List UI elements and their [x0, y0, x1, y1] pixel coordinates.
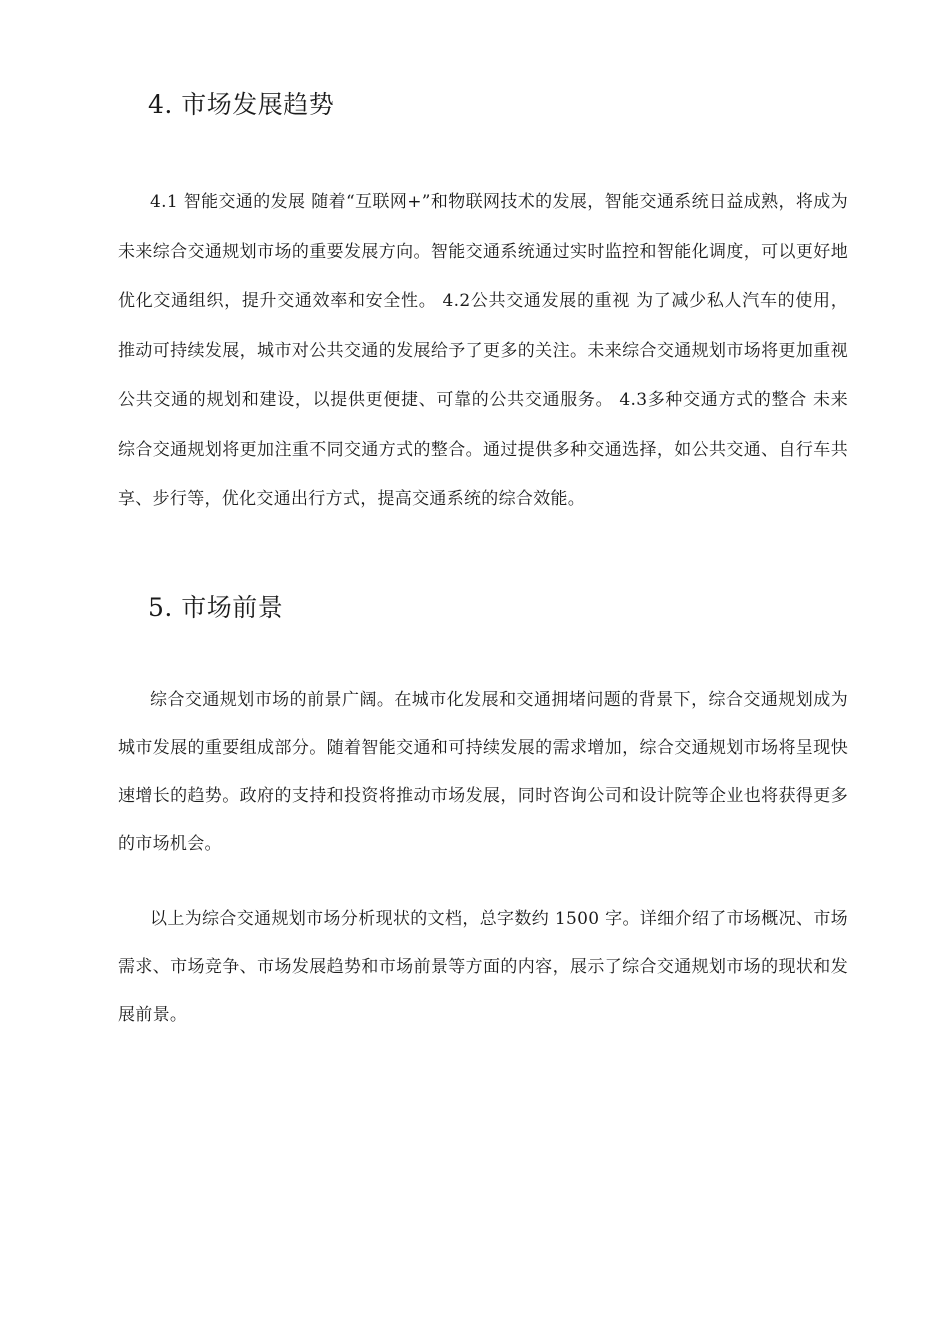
section-5-heading: 5. 市场前景: [148, 593, 284, 622]
section-4-body: 4.1 智能交通的发展 随着“互联网+”和物联网技术的发展，智能交通系统日益成熟，将成为未来综合交通规划市场的重要发展方向。智能交通系统通过实时监控和智能化调度，可以更好地优化交通组织，提升交通效率和安全性。 4.2公共交通发展的重视 为了减少私人汽车的使用，推动可持续发展，城市对公共交通的发展给予了更多的关注。未来综合交通规划市场将更加重视公共交通的规划和建设，以提供更便捷、可靠的公共交通服务。 4.3多种交通方式的整合 未来综合交通规划将更加注重不同交通方式的整合。通过提供多种交通选择，如公共交通、自行车共享、步行等，优化交通出行方式，提高交通系统的综合效能。: [118, 192, 848, 509]
section-5-body: 综合交通规划市场的前景广阔。在城市化发展和交通拥堵问题的背景下，综合交通规划成为城市发展的重要组成部分。随着智能交通和可持续发展的需求增加，综合交通规划市场将呈现快速增长的趋势。政府的支持和投资将推动市场发展，同时咨询公司和设计院等企业也将获得更多的市场机会。: [118, 690, 848, 854]
summary-paragraph: 以上为综合交通规划市场分析现状的文档，总字数约 1500 字。详细介绍了市场概况、市场需求、市场竞争、市场发展趋势和市场前景等方面的内容，展示了综合交通规划市场的现状和发展前景。: [118, 909, 848, 1025]
section-4-heading: 4. 市场发展趋势: [148, 90, 335, 119]
